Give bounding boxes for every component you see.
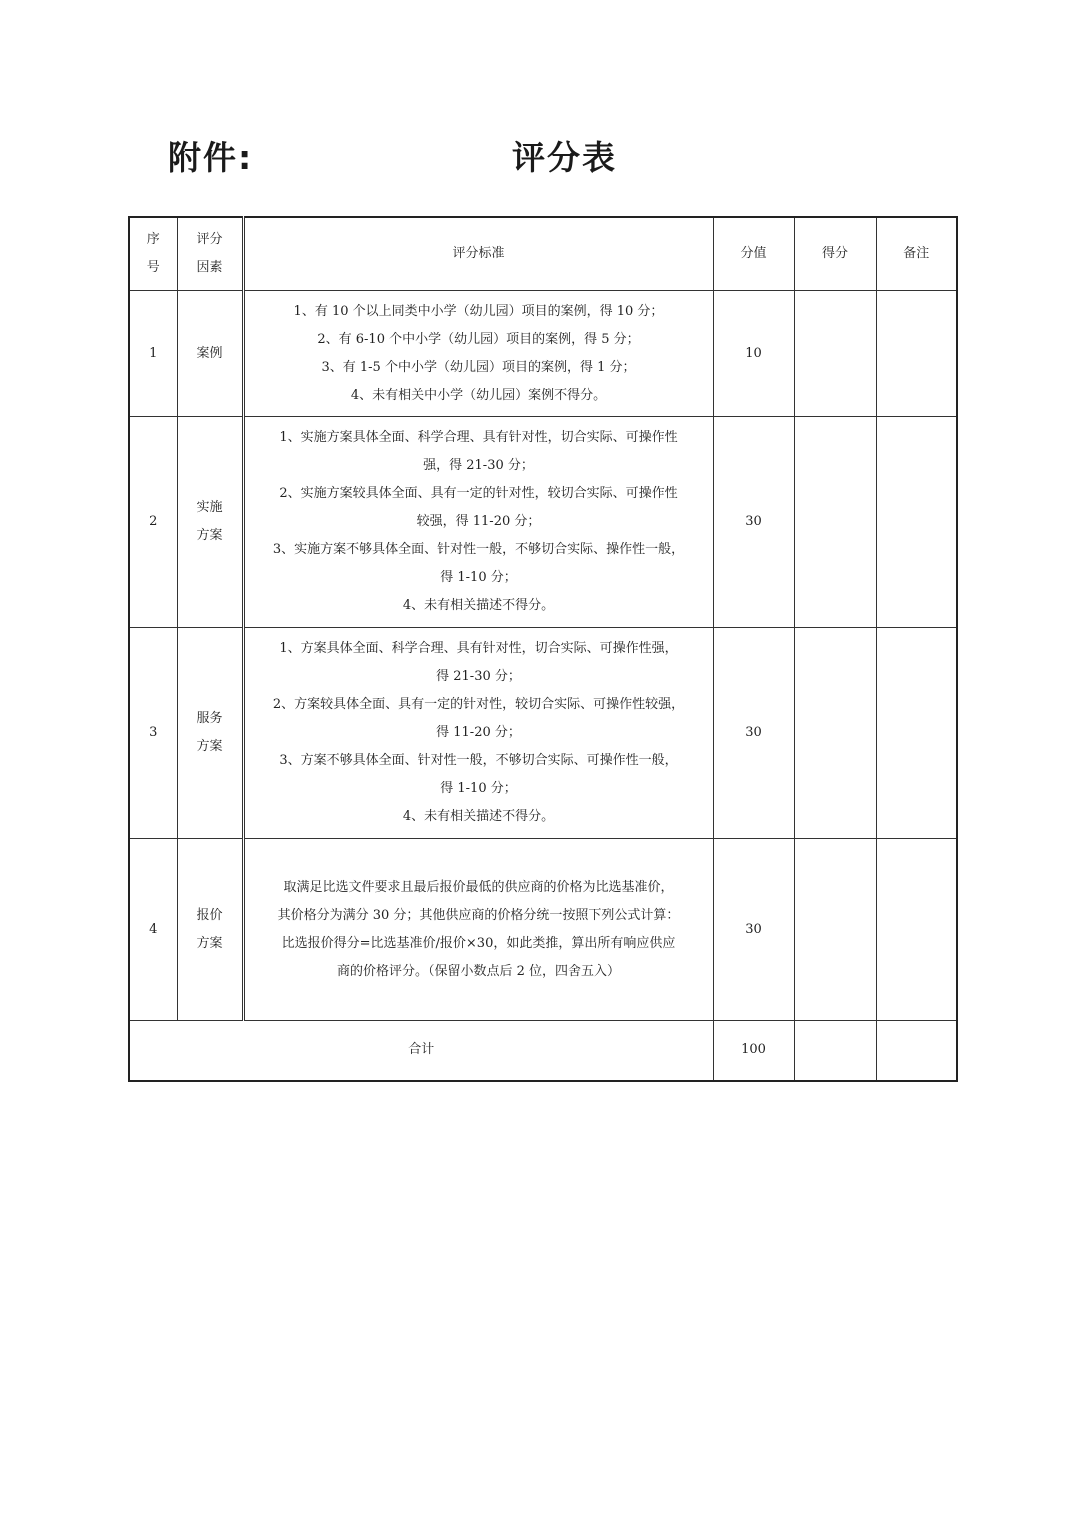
row-remarks [876,628,957,839]
criteria-line: 取满足比选文件要求且最后报价最低的供应商的价格为比选基准价， [283,879,674,895]
criteria-line: 1、实施方案具体全面、科学合理、具有针对性，切合实际、可操作性 [279,430,678,445]
criteria-line: 2、有 6-10 个中小学（幼儿园）项目的案例，得 5 分； [317,331,640,347]
criteria-line: 得 11-20 分； [436,725,521,740]
criteria-line: 得 1-10 分； [440,781,517,796]
criteria-line: 其价格分为满分 30 分；其他供应商的价格分统一按照下列公式计算： [277,907,680,923]
total-label: 合计 [129,1021,713,1081]
row-factor-line: 方案 [196,528,223,543]
header-criteria: 评分标准 [243,217,713,291]
row-factor-line: 服务 [196,711,223,726]
criteria-line: 比选报价得分=比选基准价/报价×30，如此类推，算出所有响应供应 [281,935,676,951]
table-row [129,417,957,628]
header-seq-line: 序 [146,232,160,247]
criteria-line: 1、方案具体全面、科学合理、具有针对性，切合实际、可操作性强， [279,641,678,656]
header-factor [177,217,243,291]
criteria-line: 4、未有相关中小学（幼儿园）案例不得分。 [350,387,607,403]
table-row [129,628,957,839]
row-score-obtained [794,291,876,417]
criteria-line: 商的价格评分。（保留小数点后 2 位，四舍五入） [336,963,621,979]
header-score-value: 分值 [713,217,794,291]
row-remarks [876,417,957,628]
row-criteria [243,291,713,417]
row-factor [177,839,243,1021]
row-factor [177,291,243,417]
criteria-line: 2、实施方案较具体全面、具有一定的针对性，较切合实际、可操作性 [279,486,678,501]
criteria-line: 3、有 1-5 个中小学（幼儿园）项目的案例，得 1 分； [321,359,636,375]
row-criteria [243,417,713,628]
row-score-value: 30 [713,628,794,839]
row-seq: 3 [129,628,177,839]
header-seq [129,217,177,291]
row-score-obtained [794,628,876,839]
criteria-line: 得 21-30 分； [436,669,521,684]
criteria-line: 较强，得 11-20 分； [416,514,541,529]
row-score-value: 30 [713,417,794,628]
row-remarks [876,291,957,417]
row-criteria [243,839,713,1021]
total-score-obtained [794,1021,876,1081]
header-factor-line: 因素 [196,260,223,275]
table-row [129,291,957,417]
row-factor-line: 实施 [196,500,223,515]
criteria-line: 4、未有相关描述不得分。 [402,598,555,613]
row-factor [177,417,243,628]
row-factor-line: 案例 [196,345,223,361]
criteria-line: 2、方案较具体全面、具有一定的针对性，较切合实际、可操作性较强， [272,697,685,712]
row-criteria [243,628,713,839]
total-row [129,1021,957,1081]
criteria-line: 强，得 21-30 分； [423,458,534,473]
criteria-line: 1、有 10 个以上同类中小学（幼儿园）项目的案例，得 10 分； [293,303,664,319]
criteria-line: 3、实施方案不够具体全面、针对性一般，不够切合实际、操作性一般， [272,542,685,557]
row-score-obtained [794,417,876,628]
criteria-line: 3、方案不够具体全面、针对性一般，不够切合实际、可操作性一般， [279,753,678,768]
row-seq: 4 [129,839,177,1021]
table-row [129,839,957,1021]
row-seq: 1 [129,291,177,417]
row-factor-line: 方案 [196,935,223,951]
attachment-label: 附件: [168,138,254,177]
row-factor [177,628,243,839]
total-score-value: 100 [713,1021,794,1081]
row-remarks [876,839,957,1021]
total-remarks [876,1021,957,1081]
scoring-table [128,216,958,1082]
header-seq-line: 号 [146,260,160,275]
header-remarks: 备注 [876,217,957,291]
criteria-line: 4、未有相关描述不得分。 [402,809,555,824]
row-factor-line: 方案 [196,739,223,754]
criteria-line: 得 1-10 分； [440,570,517,585]
row-seq: 2 [129,417,177,628]
row-score-value: 10 [713,291,794,417]
row-score-value: 30 [713,839,794,1021]
table-header-row [129,217,957,291]
page-title: 评分表 [512,138,617,177]
row-factor-line: 报价 [196,907,223,923]
row-score-obtained [794,839,876,1021]
header-factor-line: 评分 [196,232,223,247]
header-score-obtained: 得分 [794,217,876,291]
